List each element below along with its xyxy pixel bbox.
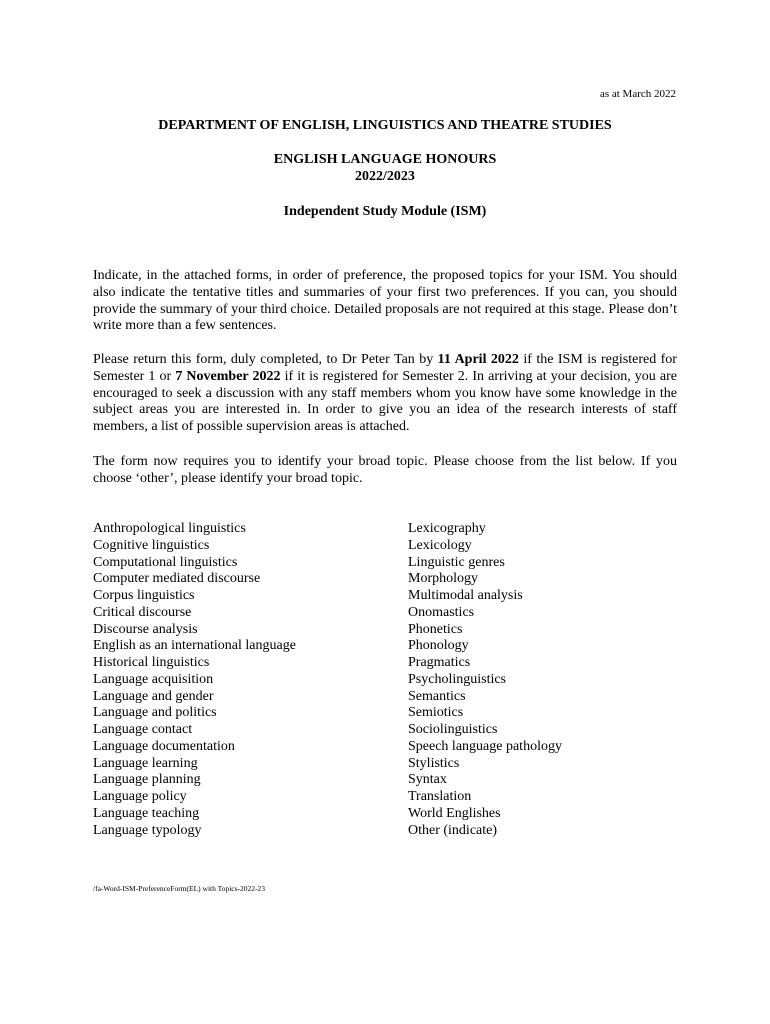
topic-item: World Englishes [408,805,501,821]
topic-item: Language contact [93,722,193,737]
topic-item: Other (indicate) [408,822,498,838]
topic-item: Language teaching [93,805,200,821]
deadline-text-a: Please return this form, duly completed, to Dr Peter Tan by [93,352,438,367]
topic-item: Computational linguistics [93,554,238,570]
topic-item: Cognitive linguistics [93,537,210,553]
topic-item: Language documentation [93,738,235,754]
topic-item: Morphology [408,571,478,587]
module-title: Independent Study Module (ISM) [283,204,487,219]
topic-item: Language and politics [93,705,217,721]
date-note: as at March 2022 [599,88,676,100]
topic-item: Language learning [93,755,198,771]
programme-heading: ENGLISH LANGUAGE HONOURS [273,152,497,167]
topic-item: Language policy [93,789,187,804]
topic-item: Linguistic genres [408,554,505,570]
topic-item: Speech language pathology [408,738,562,754]
topic-instructions-paragraph: The form now requires you to identify your broad topic. Please choose from the list below. If you choose ‘other’, please identify your broad topic. [93,454,677,486]
topic-item: Historical linguistics [93,655,210,670]
topic-item: Pragmatics [408,655,471,670]
topic-item: Discourse analysis [93,621,198,637]
topic-item: Stylistics [408,755,460,771]
deadline-text-c: if the ISM is registered for Semester 1 or [93,352,677,384]
deadline-paragraph [93,352,677,436]
topic-item: Lexicography [408,521,486,536]
academic-year: 2022/2023 [355,169,415,184]
topic-list-left [93,521,296,839]
semester2-deadline: 7 November 2022 [175,368,281,384]
semester1-deadline: 11 April 2022 [437,352,519,367]
instructions-paragraph: Indicate, in the attached forms, in order of preference, the proposed topics for your ISM. You should also indicate the tentative titles and summaries of your first two preferences. If you can, you should provide the summary of your third choice. Detailed proposals are not required at this stage. Please don’t write more than a few sentences. [93,268,677,334]
topic-item: Semantics [408,688,466,704]
topic-item: Onomastics [408,604,475,620]
footer-filename: /fa-Word-ISM-PreferenceForm(EL) with Topics-2022-23 [93,884,266,893]
topic-item: Critical discourse [93,604,192,620]
topic-item: Psycholinguistics [408,671,507,687]
department-heading: DEPARTMENT OF ENGLISH, LINGUISTICS AND THEATRE STUDIES [158,118,612,133]
topic-item: Sociolinguistics [408,722,498,737]
topic-item: Syntax [408,772,447,788]
topic-item: Multimodal analysis [408,588,523,603]
topic-item: Language and gender [93,688,214,704]
topic-item: Language acquisition [93,671,214,687]
topic-item: Translation [408,789,472,804]
topic-item: Computer mediated discourse [93,571,261,587]
topic-item: Language typology [93,822,202,838]
topic-item: Anthropological linguistics [93,521,246,536]
topic-item: Semiotics [408,705,464,721]
topic-item: Corpus linguistics [93,588,195,603]
topic-item: English as an international language [93,638,296,654]
topic-list-right [408,521,562,839]
deadline-text-e: if it is registered for Semester 2. In arriving at your decision, you are encouraged to seek a discussion with any staff members whom you know have some knowledge in the subject areas you are interested in. In order to give you an idea of the research interests of staff members, a list of possible supervision areas is attached. [93,368,677,435]
topic-item: Language planning [93,772,201,788]
topic-item: Lexicology [408,537,472,553]
topic-item: Phonology [408,638,469,654]
topic-item: Phonetics [408,621,463,637]
